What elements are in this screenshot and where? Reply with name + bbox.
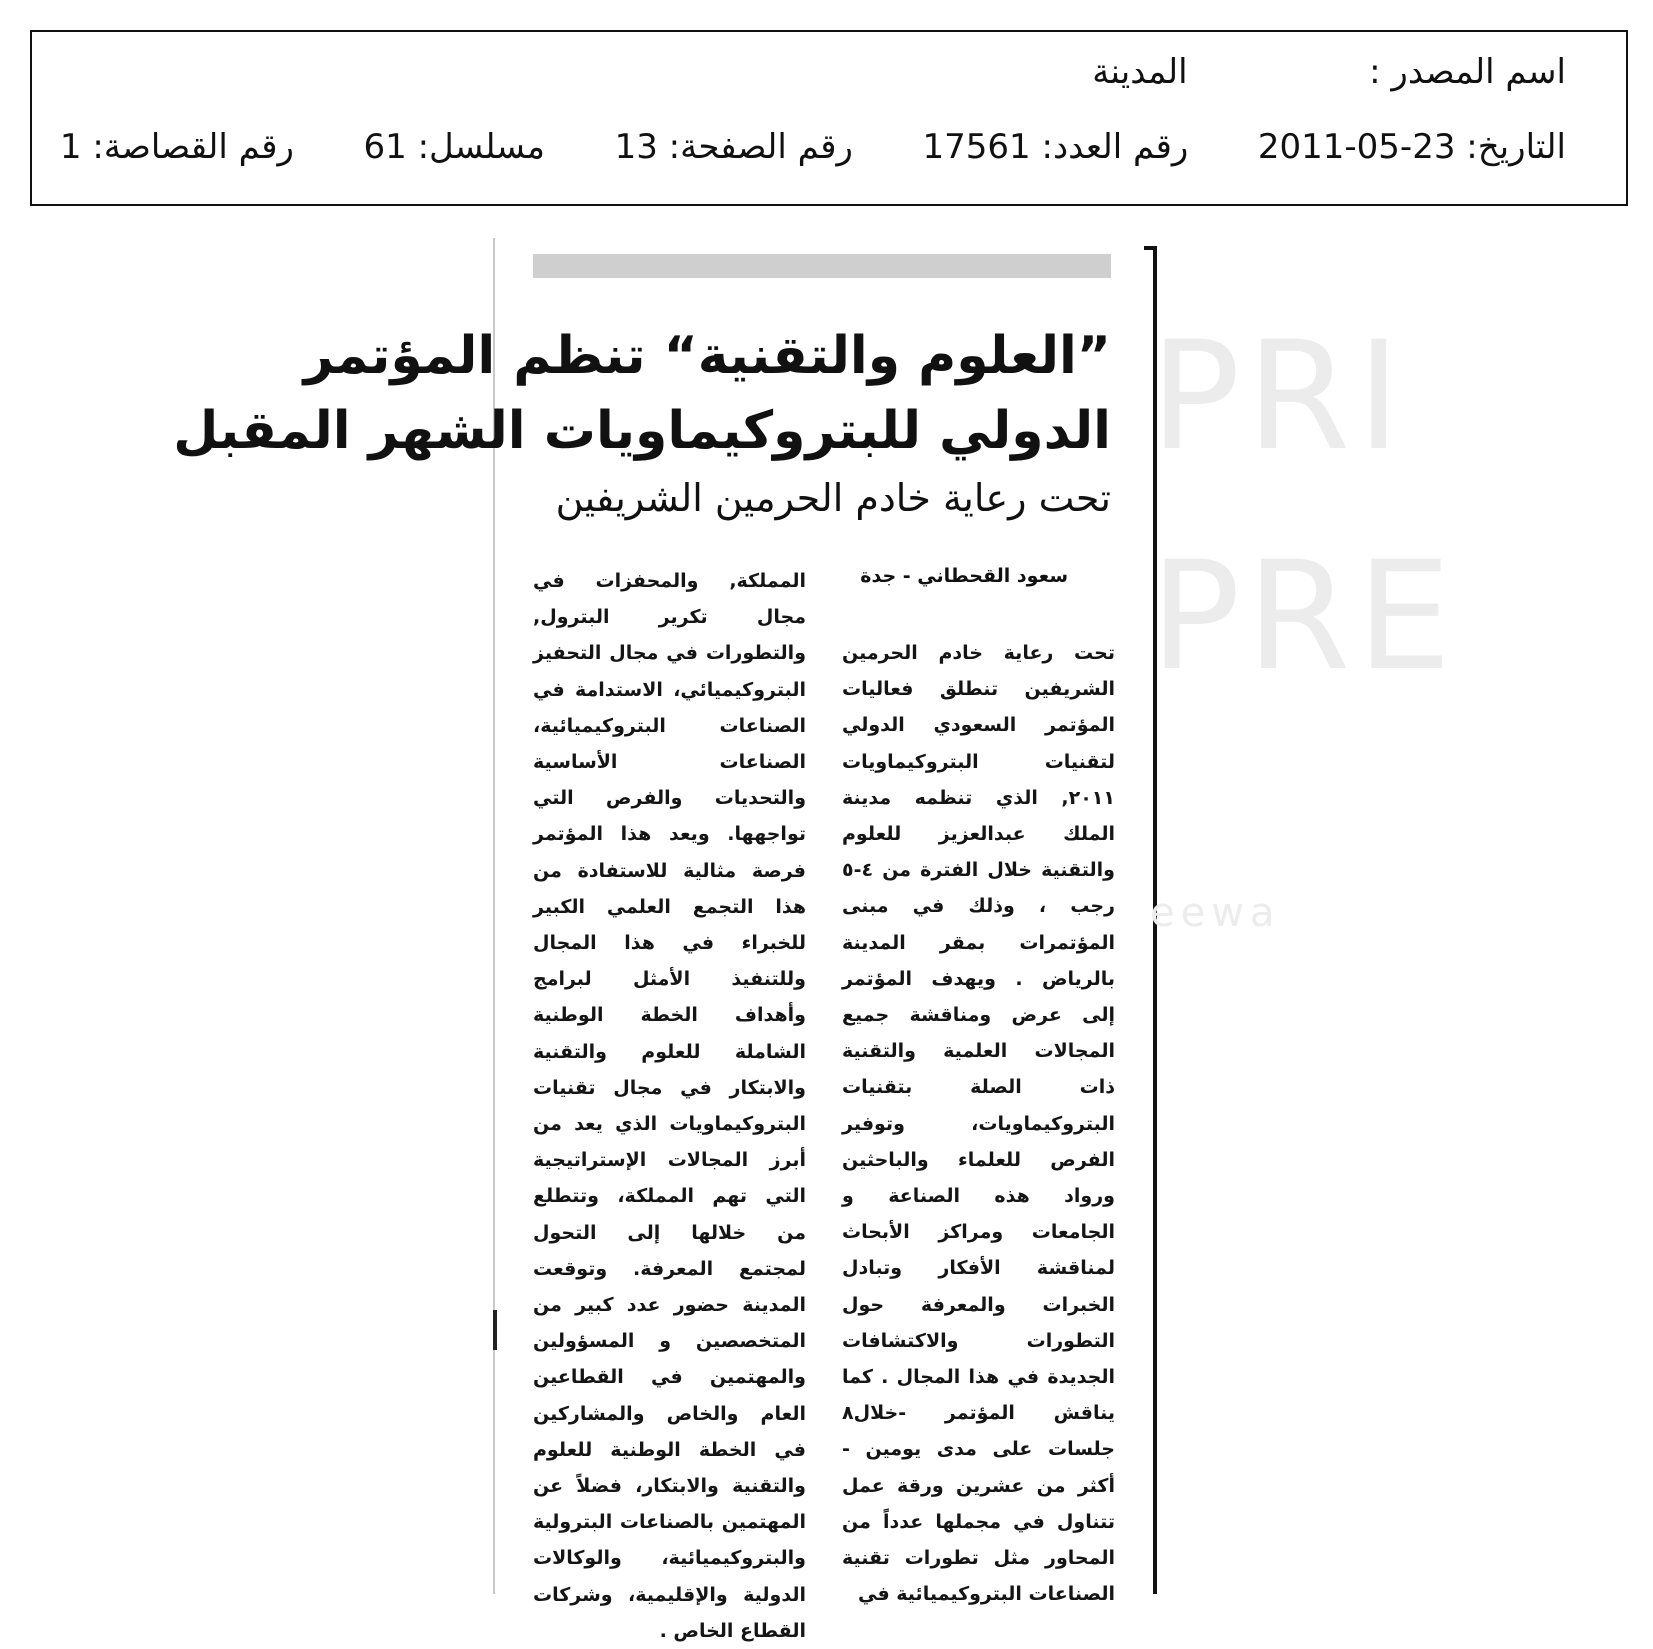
source-value: المدينة <box>1092 52 1188 92</box>
subheadline: تحت رعاية خادم الحرمين الشريفين <box>555 476 1111 520</box>
watermark-line-1: PRI <box>1150 310 1407 484</box>
serial-label: مسلسل: <box>417 127 545 167</box>
clip-number-value: 1 <box>59 127 82 167</box>
clipping-metadata-box <box>30 30 1628 206</box>
column-left-text: المملكة, والمحفزات في مجال تكرير البترول, والتطورات في مجال التحفيز البتروكيميائي، الاستدامة في الصناعات البتروكيميائية، الصناعات الأساسية والتحديات والفرص التي تواجهها. ويعد هذا المؤتمر فرصة مثالية للاستفادة من هذا التجمع العلمي الكبير للخبراء في هذا المجال وللتنفيذ الأمثل لبرامج وأهداف الخطة الوطنية الشاملة للعلوم والتقنية والابتكار في مجال تقنيات البتروكيماويات الذي يعد من أبرز المجالات الإستراتيجية التي تهم المملكة، وتتطلع من خلالها إلى التحول لمجتمع المعرفة. وتوقعت المدينة حضور عدد كبير من المتخصصين و المسؤولين والمهتمين في القطاعين العام والخاص والمشاركين في الخطة الوطنية للعلوم والتقنية والابتكار، فضلاً عن المهتمين بالصناعات البترولية والبتروكيميائية، والوكالات الدولية والإقليمية، وشركات القطاع الخاص . <box>533 570 806 1642</box>
article-column-right <box>842 635 1115 1612</box>
source-label: اسم المصدر : <box>1369 52 1566 92</box>
byline: سعود القحطاني - جدة <box>860 565 1068 587</box>
headline-line-1: ”العلوم والتقنية“ تنظم المؤتمر <box>303 326 1111 386</box>
details-row <box>60 127 1566 167</box>
watermark-line-2: PRE <box>1150 530 1458 704</box>
page-value: 13 <box>614 127 658 167</box>
clip-right-border <box>1153 246 1157 1594</box>
column-right-text: تحت رعاية خادم الحرمين الشريفين تنطلق فعاليات المؤتمر السعودي الدولي لتقنيات البتروكيماويات ٢٠١١, الذي تنظمه مدينة الملك عبدالعزيز للعلوم والتقنية خلال الفترة من ٤-٥ رجب ، وذلك في مبنى المؤتمرات بمقر المدينة بالرياض . ويهدف المؤتمر إلى عرض ومناقشة جميع المجالات العلمية والتقنية ذات الصلة بتقنيات البتروكيماويات، وتوفير الفرص للعلماء والباحثين ورواد هذه الصناعة و الجامعات ومراكز الأبحاث لمناقشة الأفكار وتبادل الخبرات والمعرفة حول التطورات والاكتشافات الجديدة في هذا المجال . كما يناقش المؤتمر -خلال٨ جلسات على مدى يومين - أكثر من عشرين ورقة عمل تتناول في مجملها عدداً من المحاور مثل تطورات تقنية الصناعات البتروكيميائية في <box>842 642 1115 1606</box>
watermark-line-3: eewa <box>1150 890 1281 936</box>
article-top-bar <box>533 254 1111 278</box>
source-row <box>1092 52 1566 92</box>
page-label: رقم الصفحة: <box>668 127 853 167</box>
article-column-left <box>533 563 806 1649</box>
clip-number-label: رقم القصاصة: <box>92 127 294 167</box>
headline-line-2: الدولي للبتروكيماويات الشهر المقبل <box>173 401 1111 461</box>
clip-right-border-hook <box>1144 246 1157 250</box>
issue-label: رقم العدد: <box>1041 127 1189 167</box>
serial-value: 61 <box>363 127 407 167</box>
date-label: التاريخ: <box>1466 127 1566 167</box>
date-value: 2011-05-23 <box>1257 127 1456 167</box>
issue-value: 17561 <box>922 127 1031 167</box>
clip-left-marker <box>493 1310 497 1350</box>
